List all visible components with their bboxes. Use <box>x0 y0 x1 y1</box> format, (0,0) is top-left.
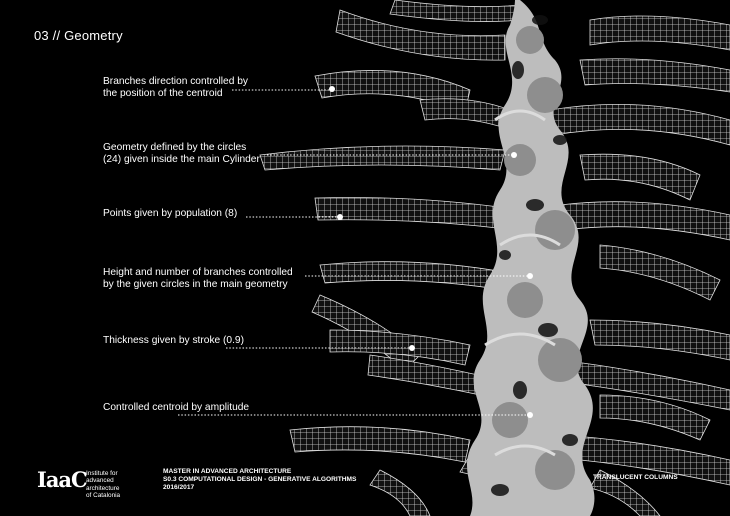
column-void <box>532 15 548 25</box>
column-void <box>562 434 578 446</box>
branch-tube <box>580 59 730 92</box>
iaac-logo: IaaC <box>37 467 87 492</box>
annotation-line: Points given by population (8) <box>103 208 238 219</box>
branch-tube <box>560 202 730 240</box>
column-node <box>492 402 528 438</box>
column-void <box>491 484 509 496</box>
annotation-line: Thickness given by stroke (0.9) <box>103 335 244 346</box>
slide-title: 03 // Geometry <box>34 28 123 43</box>
branch-tube <box>550 104 730 145</box>
annotation-line: Geometry defined by the circles <box>103 142 247 153</box>
column-void <box>499 250 511 260</box>
program-line: S0.3 COMPUTATIONAL DESIGN - GENERATIVE ALGORITHMS <box>163 475 357 483</box>
column-void <box>512 61 524 79</box>
institute-line: architecture <box>86 484 120 492</box>
leader-dot <box>527 412 533 418</box>
annotation-line: by the given circles in the main geometry <box>103 279 288 290</box>
annotation-points-population <box>103 208 237 220</box>
branch-tube <box>590 16 730 50</box>
column-node <box>535 450 575 490</box>
annotation-line: the position of the centroid <box>103 88 223 99</box>
branch-tube <box>260 146 505 170</box>
column-node <box>507 282 543 318</box>
column-void <box>526 199 544 211</box>
branch-tube <box>315 198 520 231</box>
annotation-line: Branches direction controlled by <box>103 76 248 87</box>
annotation-height-branches <box>103 267 293 291</box>
institute-line: of Catalonia <box>86 492 121 500</box>
column-node <box>527 77 563 113</box>
institute-line: advanced <box>86 477 114 485</box>
branch-tube <box>390 0 520 22</box>
leader-dot <box>527 273 533 279</box>
leader-dot <box>329 86 335 92</box>
annotation-line: (24) given inside the main Cylinder <box>103 154 260 165</box>
leader-dot <box>511 152 517 158</box>
annotation-line: Controlled centroid by amplitude <box>103 402 250 413</box>
branch-tube <box>290 427 470 462</box>
column-node <box>538 338 582 382</box>
branch-tube <box>370 470 430 516</box>
program-line: MASTER IN ADVANCED ARCHITECTURE <box>163 468 292 475</box>
project-title: TRANSLUCENT COLUMNS <box>593 474 678 481</box>
project-info <box>593 474 678 490</box>
program-info <box>163 468 356 491</box>
branch-tube <box>600 245 720 300</box>
column-void <box>553 135 567 145</box>
column-node <box>504 144 536 176</box>
program-line: 2016/2017 <box>163 483 195 491</box>
column-node <box>535 210 575 250</box>
institute-line: Institute for <box>86 470 118 477</box>
branch-tube <box>580 154 700 200</box>
column-node <box>516 26 544 54</box>
annotation-branches-direction <box>103 76 248 100</box>
institute-name <box>86 470 120 500</box>
leader-dot <box>337 214 343 220</box>
leader-dot <box>409 345 415 351</box>
annotation-geometry-circles <box>103 142 260 166</box>
annotation-line: Height and number of branches controlled <box>103 267 293 278</box>
annotation-controlled-centroid <box>103 402 249 414</box>
annotation-thickness-stroke <box>103 335 244 347</box>
column-void <box>513 381 527 399</box>
branch-tube <box>590 320 730 360</box>
central-column <box>467 0 594 516</box>
branch-tube <box>420 99 510 128</box>
column-void <box>538 323 558 337</box>
project-authors: ... <box>593 481 599 489</box>
leader-lines <box>178 90 528 415</box>
